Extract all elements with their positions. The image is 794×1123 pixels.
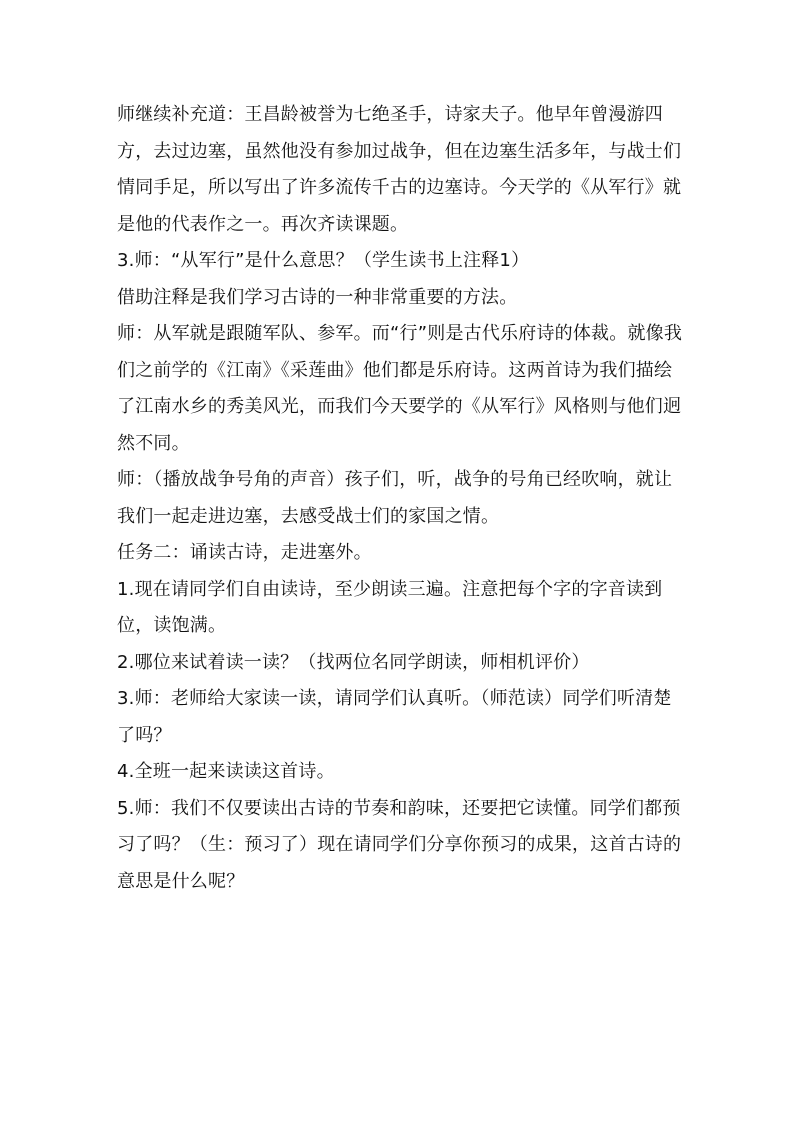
paragraph-wang-changling-intro: 师继续补充道：王昌龄被誉为七绝圣手，诗家夫子。他早年曾漫游四方，去过边塞，虽然他没有参加过战争，但在边塞生活多年，与战士们情同手足，所以写出了许多流传千古的边塞诗。今天学的《从军行》就是他的代表作之一。再次齐读课题。 [117,104,682,235]
paragraph-step-5: 5.师：我们不仅要读出古诗的节奏和韵味，还要把它读懂。同学们都预习了吗？（生：预习了）现在请同学们分享你预习的成果，这首古诗的意思是什么呢？ [117,797,682,892]
paragraph-step-3: 3.师：老师给大家读一读，请同学们认真听。（师范读）同学们听清楚了吗？ [117,688,672,746]
paragraph-step-1: 1.现在请同学们自由读诗，至少朗读三遍。注意把每个字的字音读到位，读饱满。 [117,578,663,636]
paragraph-question-meaning: 3.师：“从军行”是什么意思？（学生读书上注释1） [117,250,530,271]
paragraph-yuefu-explanation: 师：从军就是跟随军队、参军。而“行”则是古代乐府诗的体裁。就像我们之前学的《江南》《采莲曲》他们都是乐府诗。这两首诗为我们描绘了江南水乡的秀美风光，而我们今天要学的《从军行》风格则与他们迥然不同。 [117,323,683,454]
paragraph-war-horn: 师：（播放战争号角的声音）孩子们，听，战争的号角已经吹响，就让我们一起走进边塞，去感受战士们的家国之情。 [117,469,673,527]
paragraph-annotation-method: 借助注释是我们学习古诗的一种非常重要的方法。 [117,286,518,308]
paragraph-step-4: 4.全班一起来读读这首诗。 [117,761,335,782]
paragraph-step-2: 2.哪位来试着读一读？（找两位名同学朗读，师相机评价） [117,651,590,673]
document-body [117,97,687,900]
paragraph-task-two-heading: 任务二：诵读古诗，走进塞外。 [117,542,372,563]
